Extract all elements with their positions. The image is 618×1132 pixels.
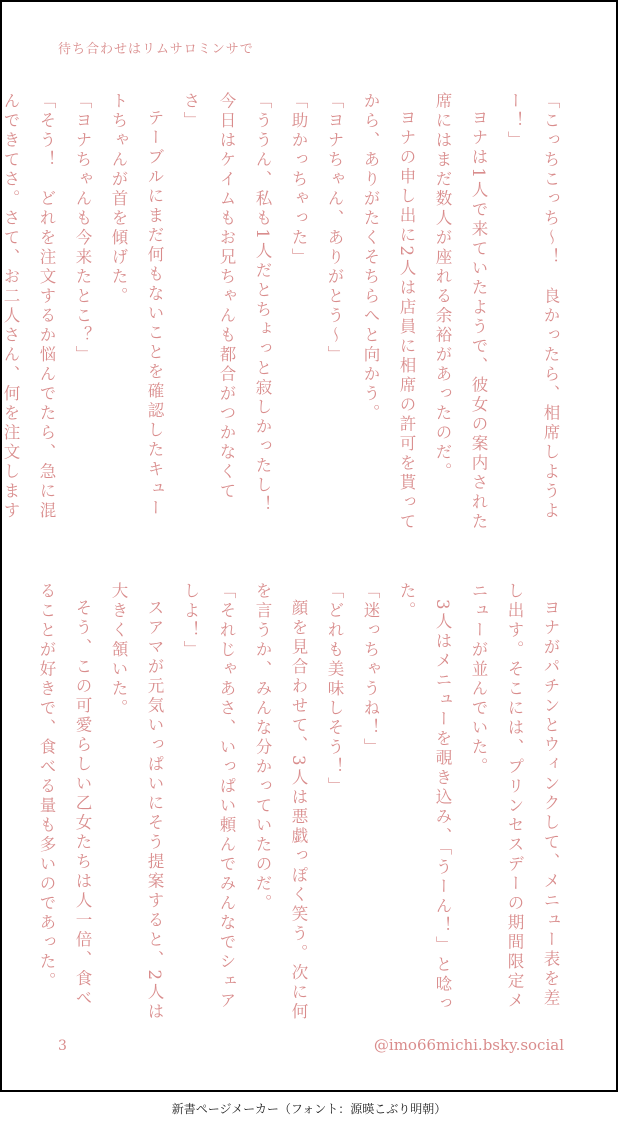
- paragraph: 「そう！ どれを注文するか悩んでたら、急に混んできてさ。さて、お二人さん、何を注文します: [1, 92, 56, 521]
- paragraph: そう、この可愛らしい乙女たちは人一倍、食べることが好きで、食べる量も多いのであった。: [37, 582, 92, 1008]
- paragraph: 「ヨナちゃんも今来たとこ？」: [73, 92, 92, 365]
- paragraph: 「ヨナちゃん、ありがとう〜」: [325, 92, 344, 365]
- author-handle: @imo66michi.bsky.social: [373, 1036, 564, 1054]
- paragraph: 「こっちこっち〜！ 良かったら、相席しようよー！」: [505, 92, 560, 521]
- paragraph: 顔を見合わせて、3人は悪戯っぽく笑う。次に何を言うか、みんな分かっていたのだ。: [253, 582, 308, 1022]
- running-head: 待ち合わせはリムサロミンサで: [58, 42, 254, 57]
- paragraph: ヨナがパチンとウィンクして、メニュー表を差し出す。そこには、プリンセスデーの期間限定メニューが並んでいた。: [469, 582, 560, 1011]
- paragraph: ヨナの申し出に2人は店員に相席の許可を貰ってから、ありがたくそちらへと向かう。: [361, 92, 416, 532]
- paragraph: 「助かっちゃった」: [289, 92, 308, 268]
- page-number: 3: [58, 1038, 67, 1054]
- paragraph: 「迷っちゃうね！」: [361, 582, 380, 758]
- paragraph: ヨナは1人で来ていたようで、彼女の案内された席にはまだ数人が座れる余裕があったのだ。: [433, 92, 488, 532]
- paragraph: 「それじゃあさ、いっぱい頼んでみんなでシェアしよ！」: [181, 582, 236, 1011]
- text-block-top: [1, 92, 568, 535]
- paragraph: 「どれも美味しそう！」: [325, 582, 344, 797]
- paragraph: スアマが元気いっぱいにそう提案すると、2人は大きく頷いた。: [109, 582, 164, 1022]
- generator-footer: 新書ページメーカー（フォント：源暎こぶり明朝）: [171, 1102, 447, 1116]
- text-block-bottom: [37, 582, 568, 1022]
- paragraph: テーブルにまだ何もないことを確認したキュートちゃんが首を傾げた。: [109, 92, 164, 518]
- paragraph: 「ううん、私も1人だとちょっと寂しかったし！ 今日はケイムもお兄ちゃんも都合がつかなくてさ」: [181, 92, 272, 535]
- paragraph: 3人はメニューを覗き込み、「うーん！」と唸った。: [397, 582, 452, 1014]
